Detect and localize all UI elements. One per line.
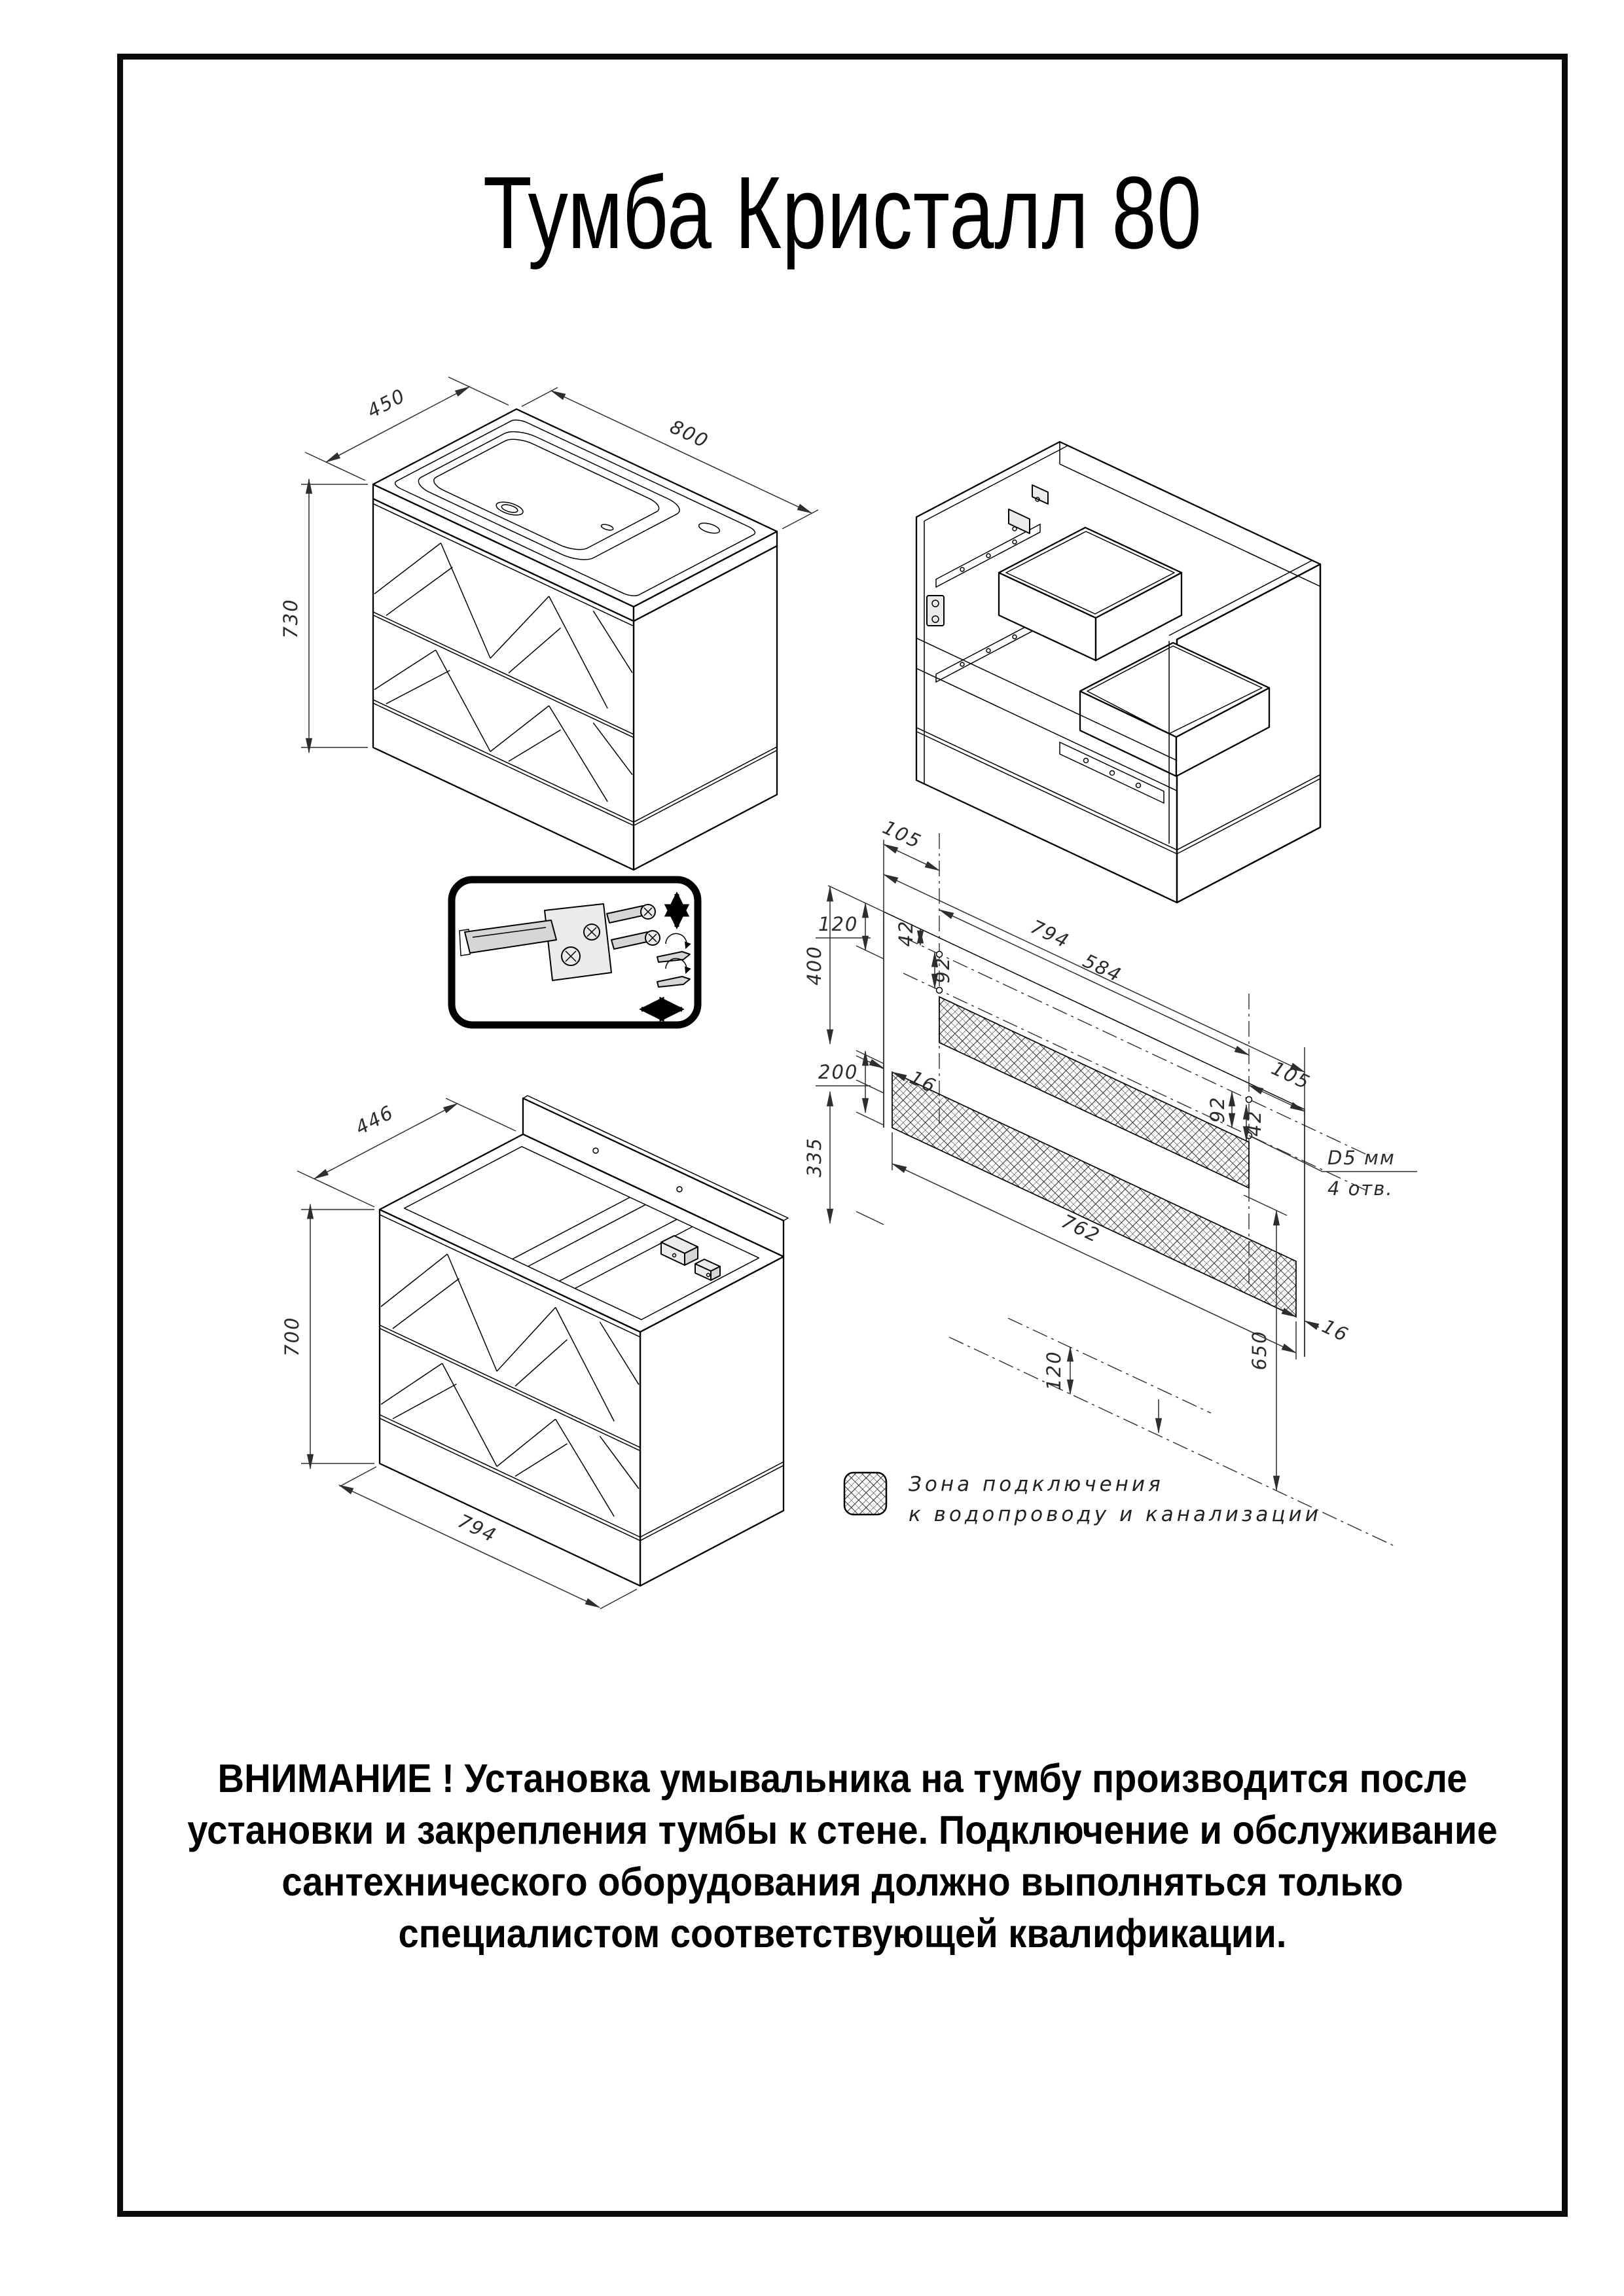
inner-drawer-box-upper xyxy=(999,528,1182,660)
svg-text:42: 42 xyxy=(1243,1109,1265,1137)
dim-800-label: 800 xyxy=(666,415,713,453)
warning-line-1: ВНИМАНИЕ ! Установка умывальника на тумбу производится после xyxy=(217,1756,1468,1801)
svg-text:16: 16 xyxy=(906,1066,941,1098)
drill-note xyxy=(1249,1136,1417,1200)
dimension-lower-zone-335 xyxy=(803,1080,884,1225)
hinge-plate-front-left xyxy=(927,596,944,626)
dimension-hole-92-right xyxy=(1206,1092,1232,1128)
svg-text:400: 400 xyxy=(803,945,825,986)
mounting-bracket-back xyxy=(1032,485,1048,504)
svg-text:105: 105 xyxy=(879,816,926,853)
warning-line-3: сантехнического оборудования должно выполняться только xyxy=(281,1859,1403,1904)
drawing-hanger-detail xyxy=(446,874,703,1030)
dim-730-label: 730 xyxy=(280,598,302,639)
legend xyxy=(844,1473,1322,1526)
svg-text:120: 120 xyxy=(818,913,859,935)
svg-text:92: 92 xyxy=(931,956,954,984)
drain-centerline xyxy=(1008,1318,1211,1413)
page-title xyxy=(117,154,1568,272)
drawer-slide-rail-lower xyxy=(936,619,1040,682)
svg-text:92: 92 xyxy=(1206,1096,1229,1123)
dimension-hole-92-left xyxy=(931,952,954,988)
mounting-bracket-left xyxy=(1009,509,1030,533)
hanger-back-plate xyxy=(545,904,611,980)
drawing-front-iso xyxy=(262,295,838,890)
svg-text:42: 42 xyxy=(895,920,917,947)
svg-text:794: 794 xyxy=(1027,915,1074,953)
drill-note-diameter: D5 мм xyxy=(1327,1147,1396,1169)
drill-note-count: 4 отв. xyxy=(1327,1177,1394,1200)
svg-text:584: 584 xyxy=(1079,949,1126,987)
dimension-top-inset-120 xyxy=(816,886,884,959)
svg-text:762: 762 xyxy=(1058,1210,1104,1247)
dim-446-label: 446 xyxy=(352,1100,398,1139)
dimension-hole-42-right xyxy=(1243,1105,1265,1141)
warning-block xyxy=(117,1753,1568,1960)
warning-line-2: установки и закрепления тумбы к стене. Подключение и обслуживание xyxy=(187,1808,1498,1852)
dim-794-label: 794 xyxy=(454,1509,501,1547)
legend-line-2: к водопроводу и канализации xyxy=(909,1503,1322,1526)
phillips-screw-2 xyxy=(584,924,600,940)
dimension-height-730 xyxy=(280,479,368,753)
svg-text:120: 120 xyxy=(1043,1350,1065,1391)
dim-450-label: 450 xyxy=(363,384,410,423)
legend-hatch-swatch xyxy=(844,1473,886,1515)
warning-line-4: специалистом соответствующей квалификации. xyxy=(398,1911,1287,1956)
dim-700-label: 700 xyxy=(281,1316,303,1357)
dimension-margin-right-16 xyxy=(1282,1310,1352,1346)
dimension-hole-42-left xyxy=(895,920,920,947)
page-title-text: Тумба Кристалл 80 xyxy=(482,156,1202,270)
svg-text:16: 16 xyxy=(1318,1314,1353,1347)
dimension-drain-offset-120 xyxy=(1043,1347,1159,1433)
dimension-height-700 xyxy=(281,1204,374,1469)
legend-line-1: Зона подключения xyxy=(909,1473,1164,1496)
svg-text:200: 200 xyxy=(818,1061,859,1083)
phillips-screw-1 xyxy=(562,947,580,965)
svg-text:105: 105 xyxy=(1268,1056,1314,1094)
svg-text:650: 650 xyxy=(1248,1330,1271,1371)
drawing-mounting-scheme xyxy=(792,745,1466,1570)
svg-text:335: 335 xyxy=(803,1137,825,1177)
